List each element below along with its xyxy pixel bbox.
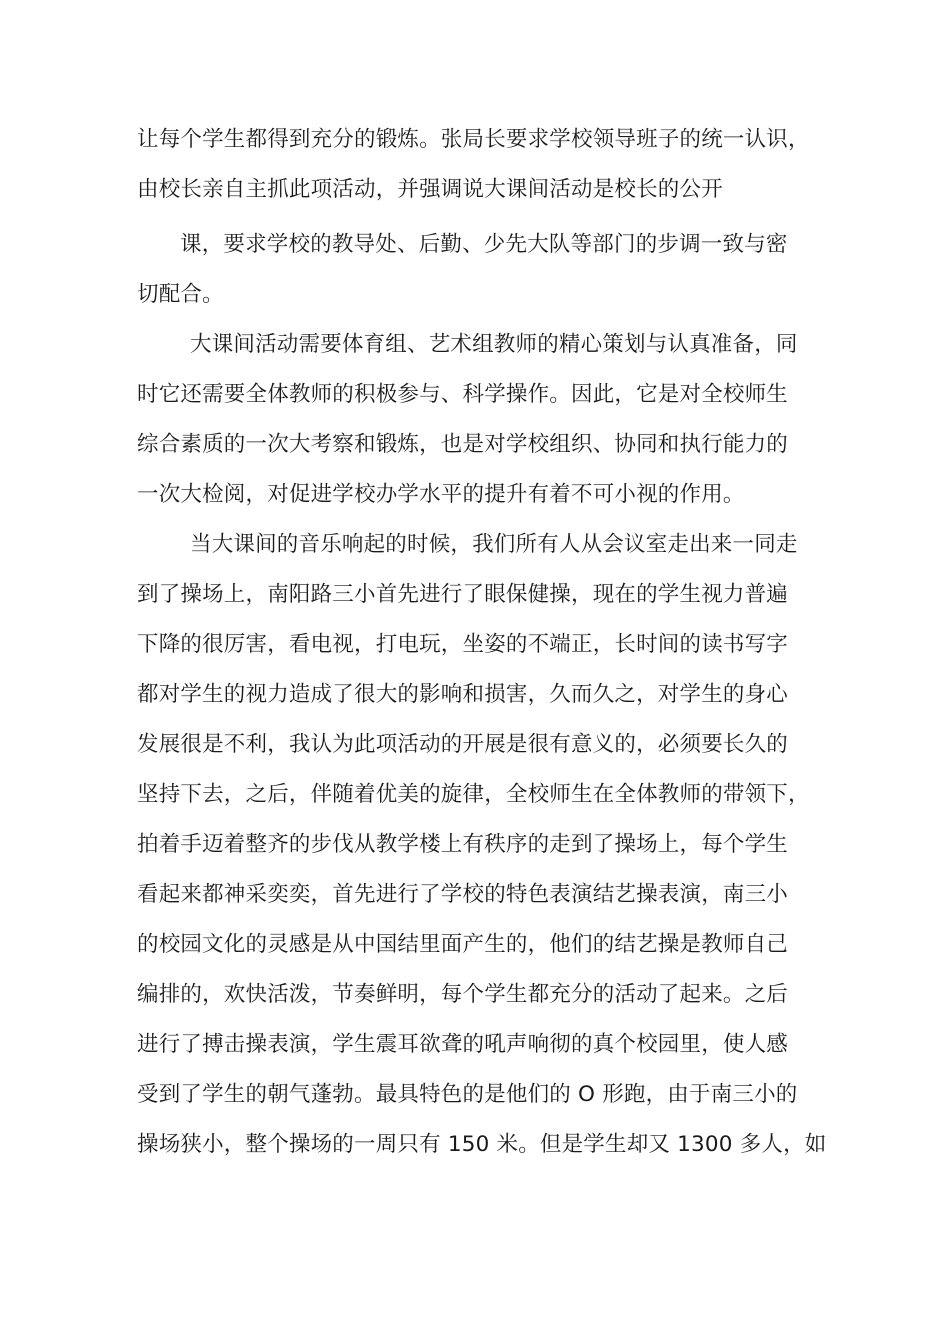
text-line: 当大课间的音乐响起的时候，我们所有人从会议室走出来一同走 [190, 532, 798, 557]
text-line: 编排的，欢快活泼，节奏鲜明，每个学生都充分的活动了起来。之后 [137, 982, 789, 1007]
text-line: 让每个学生都得到充分的锻炼。张局长要求学校领导班子的统一认识， [137, 127, 810, 152]
text-line: 大课间活动需要体育组、艺术组教师的精心策划与认真准备，同 [190, 332, 798, 357]
text-line: 课，要求学校的教导处、后勤、少先大队等部门的步调一致与密 [180, 232, 788, 257]
text-line: 操场狭小，整个操场的一周只有 150 米。但是学生却又 1300 多人，如 [137, 1132, 827, 1157]
text-line: 都对学生的视力造成了很大的影响和损害，久而久之，对学生的身心 [137, 682, 789, 707]
text-line: 拍着手迈着整齐的步伐从教学楼上有秩序的走到了操场上，每个学生 [137, 832, 789, 857]
text-line: 综合素质的一次大考察和锻炼，也是对学校组织、协同和执行能力的 [137, 432, 789, 457]
text-line: 的校园文化的灵感是从中国结里面产生的，他们的结艺操是教师自己 [137, 932, 789, 957]
text-line: 发展很是不利，我认为此项活动的开展是很有意义的，必须要长久的 [137, 732, 789, 757]
text-line: 下降的很厉害，看电视，打电玩，坐姿的不端正，长时间的读书写字 [137, 632, 789, 657]
text-line: 由校长亲自主抓此项活动，并强调说大课间活动是校长的公开 [137, 177, 723, 202]
text-line: 时它还需要全体教师的积极参与、科学操作。因此，它是对全校师生 [137, 382, 789, 407]
text-line: 切配合。 [137, 282, 224, 307]
text-line: 看起来都神采奕奕，首先进行了学校的特色表演结艺操表演，南三小 [137, 882, 789, 907]
text-line: 一次大检阅，对促进学校办学水平的提升有着不可小视的作用。 [137, 482, 745, 507]
text-line: 进行了搏击操表演，学生震耳欲聋的吼声响彻的真个校园里，使人感 [137, 1032, 789, 1057]
text-line: 坚持下去，之后，伴随着优美的旋律，全校师生在全体教师的带领下， [137, 782, 810, 807]
text-line: 受到了学生的朝气蓬勃。最具特色的是他们的 O 形跑，由于南三小的 [137, 1082, 798, 1107]
text-line: 到了操场上，南阳路三小首先进行了眼保健操，现在的学生视力普遍 [137, 582, 789, 607]
